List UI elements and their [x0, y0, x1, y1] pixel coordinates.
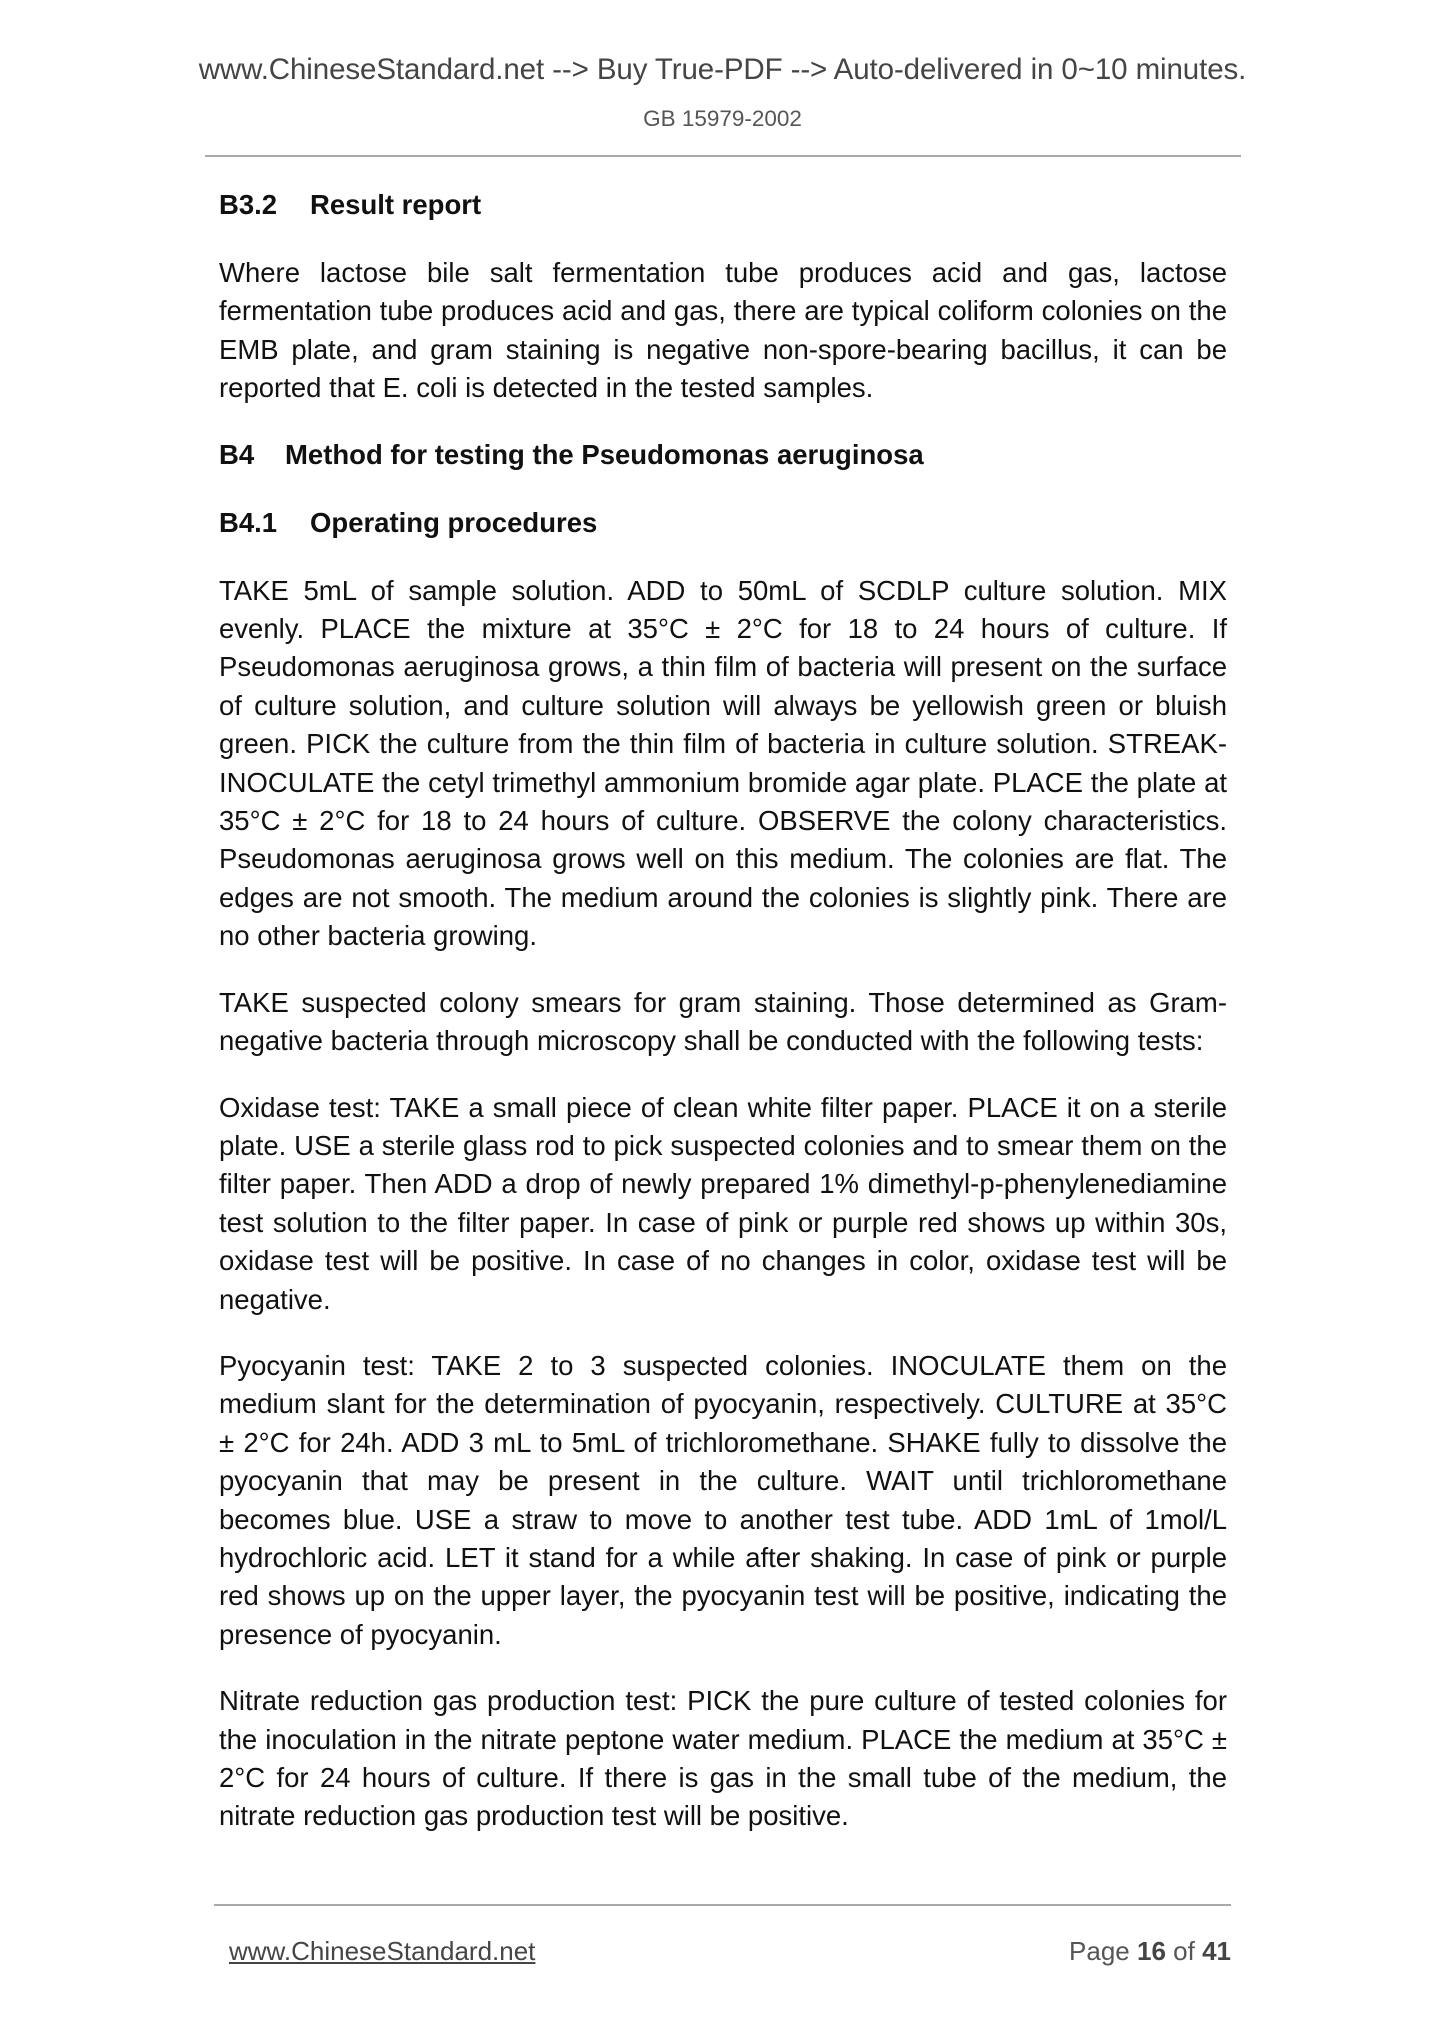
section-number: B4 — [219, 438, 255, 470]
paragraph-nitrate-test: Nitrate reduction gas production test: PICK the pure culture of tested colonies for the inoculation in the nitrate peptone water medium. PLACE the medium at 35°C ± 2°C for 24 hours of culture. If there is gas in the small tube of the medium, the nitrate reduction gas production test will be positive. — [219, 1685, 1227, 1832]
paragraph-result-report: Where lactose bile salt fermentation tube produces acid and gas, lactose fermentation tube produces acid and gas, there are typical coliform colonies on the EMB plate, and gram staining is negative non-spore-bearing bacillus, it can be reported that E. coli is detected in the tested samples. — [219, 257, 1227, 404]
paragraph-pyocyanin-test: Pyocyanin test: TAKE 2 to 3 suspected colonies. INOCULATE them on the medium slant for the determination of pyocyanin, respectively. CULTURE at 35°C ± 2°C for 24h. ADD 3 mL to 5mL of trichloromethane. SHAKE fully to dissolve the pyocyanin that may be present in the culture. WAIT until trichloromethane becomes blue. USE a straw to move to another test tube. ADD 1mL of 1mol/L hydrochloric acid. LET it stand for a while after shaking. In case of pink or purple red shows up on the upper layer, the pyocyanin test will be positive, indicating the presence of pyocyanin. — [219, 1349, 1227, 1650]
page-prefix: Page — [1069, 1936, 1130, 1966]
section-heading-b4 — [219, 436, 1227, 474]
section-heading-b4-1 — [219, 504, 1227, 542]
page-indicator — [1069, 1936, 1231, 1966]
section-heading-b3-2 — [219, 186, 1227, 224]
paragraph-culture-procedure: TAKE 5mL of sample solution. ADD to 50mL of SCDLP culture solution. MIX evenly. PLACE the mixture at 35°C ± 2°C for 18 to 24 hours of culture. If Pseudomonas aeruginosa grows, a thin film of bacteria will present on the surface of culture solution, and culture solution will always be yellowish green or bluish green. PICK the culture from the thin film of bacteria in culture solution. STREAK-INOCULATE the cetyl trimethyl ammonium bromide agar plate. PLACE the plate at 35°C ± 2°C for 18 to 24 hours of culture. OBSERVE the colony characteristics. Pseudomonas aeruginosa grows well on this medium. The colonies are flat. The edges are not smooth. The medium around the colonies is slightly pink. There are no other bacteria growing. — [219, 574, 1227, 952]
header-divider — [205, 155, 1241, 157]
section-number: B3.2 — [219, 189, 278, 220]
page-of: of — [1173, 1936, 1195, 1966]
section-number: B4.1 — [219, 506, 278, 538]
page-content — [219, 186, 1227, 1864]
section-title: Operating procedures — [310, 506, 598, 538]
footer-divider — [214, 1904, 1231, 1906]
standard-code: GB 15979-2002 — [643, 106, 802, 131]
page-total: 41 — [1202, 1936, 1231, 1966]
paragraph-oxidase-test: Oxidase test: TAKE a small piece of clean white filter paper. PLACE it on a sterile plate. USE a sterile glass rod to pick suspected colonies and to smear them on the filter paper. Then ADD a drop of newly prepared 1% dimethyl-p-phenylenediamine test solution to the filter paper. In case of pink or purple red shows up within 30s, oxidase test will be positive. In case of no changes in color, oxidase test will be negative. — [219, 1091, 1227, 1315]
section-title: Result report — [310, 189, 482, 220]
footer-website-link[interactable]: www.ChineseStandard.net — [229, 1936, 536, 1966]
paragraph-gram-staining: TAKE suspected colony smears for gram staining. Those determined as Gram-negative bacteria through microscopy shall be conducted with the following tests: — [219, 986, 1227, 1057]
section-title: Method for testing the Pseudomonas aeruginosa — [285, 438, 924, 470]
page-current: 16 — [1137, 1936, 1166, 1966]
site-banner: www.ChineseStandard.net --> Buy True-PDF --> Auto-delivered in 0~10 minutes. — [198, 53, 1247, 86]
